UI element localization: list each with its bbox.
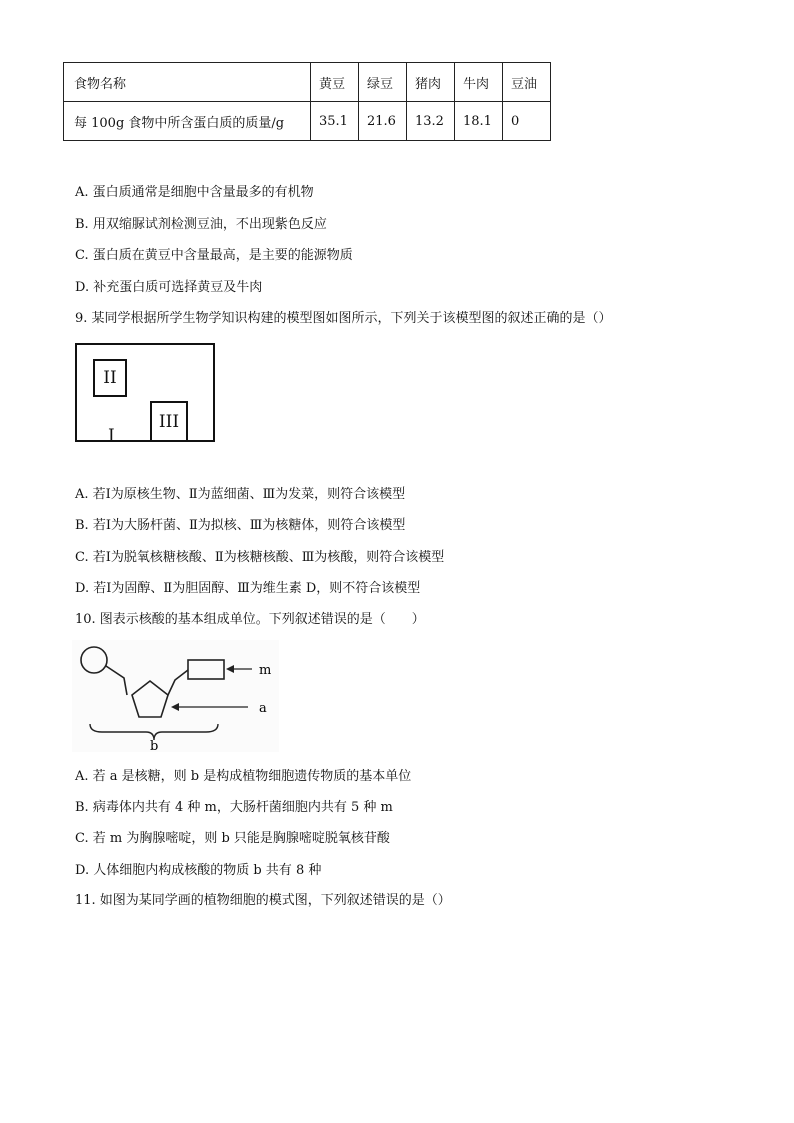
table-cell: 牛肉 xyxy=(455,63,503,102)
table-cell: 绿豆 xyxy=(359,63,407,102)
q9-option-b: B. 若Ⅰ为大肠杆菌、Ⅱ为拟核、Ⅲ为核糖体，则符合该模型 xyxy=(75,518,406,533)
q8-option-b: B. 用双缩脲试剂检测豆油，不出现紫色反应 xyxy=(75,217,327,232)
q10-option-c: C. 若 m 为胸腺嘧啶，则 b 只能是胸腺嘧啶脱氧核苷酸 xyxy=(75,831,390,846)
table-cell: 21.6 xyxy=(359,102,407,141)
table-cell: 猪肉 xyxy=(407,63,455,102)
q10-option-d: D. 人体细胞内构成核酸的物质 b 共有 8 种 xyxy=(75,863,322,878)
label-b: b xyxy=(150,739,159,752)
q10-stem: 10. 图表示核酸的基本组成单位。下列叙述错误的是（ ） xyxy=(75,612,425,627)
table-cell: 13.2 xyxy=(407,102,455,141)
table-cell: 食物名称 xyxy=(64,63,311,102)
q10-option-b: B. 病毒体内共有 4 种 m，大肠杆菌细胞内共有 5 种 m xyxy=(75,800,393,815)
table-row xyxy=(64,102,551,141)
label-a: a xyxy=(259,701,267,716)
q8-option-c: C. 蛋白质在黄豆中含量最高，是主要的能源物质 xyxy=(75,248,353,263)
q9-option-a: A. 若Ⅰ为原核生物、Ⅱ为蓝细菌、Ⅲ为发菜，则符合该模型 xyxy=(75,487,406,502)
q9-option-c: C. 若Ⅰ为脱氧核糖核酸、Ⅱ为核糖核酸、Ⅲ为核酸，则符合该模型 xyxy=(75,550,445,565)
q8-option-d: D. 补充蛋白质可选择黄豆及牛肉 xyxy=(75,280,263,295)
label-m: m xyxy=(259,663,272,678)
nucleotide-diagram xyxy=(72,640,279,752)
q10-option-a: A. 若 a 是核糖，则 b 是构成植物细胞遗传物质的基本单位 xyxy=(75,769,412,784)
food-protein-table xyxy=(63,62,551,141)
model-diagram xyxy=(75,343,215,446)
q9-option-d: D. 若Ⅰ为固醇、Ⅱ为胆固醇、Ⅲ为维生素 D，则不符合该模型 xyxy=(75,581,421,596)
table-cell: 0 xyxy=(503,102,551,141)
table-cell: 每 100g 食物中所含蛋白质的质量/g xyxy=(64,102,311,141)
table-cell: 豆油 xyxy=(503,63,551,102)
table-row xyxy=(64,63,551,102)
model-box-ii: II xyxy=(93,359,127,397)
q9-stem: 9. 某同学根据所学生物学知识构建的模型图如图所示，下列关于该模型图的叙述正确的是（） xyxy=(75,311,612,326)
model-label-i: I xyxy=(108,426,115,446)
q11-stem: 11. 如图为某同学画的植物细胞的模式图，下列叙述错误的是（） xyxy=(75,893,451,908)
model-box-iii: III xyxy=(150,401,188,442)
table-cell: 35.1 xyxy=(311,102,359,141)
table-cell: 18.1 xyxy=(455,102,503,141)
table-cell: 黄豆 xyxy=(311,63,359,102)
q8-option-a: A. 蛋白质通常是细胞中含量最多的有机物 xyxy=(75,185,314,200)
